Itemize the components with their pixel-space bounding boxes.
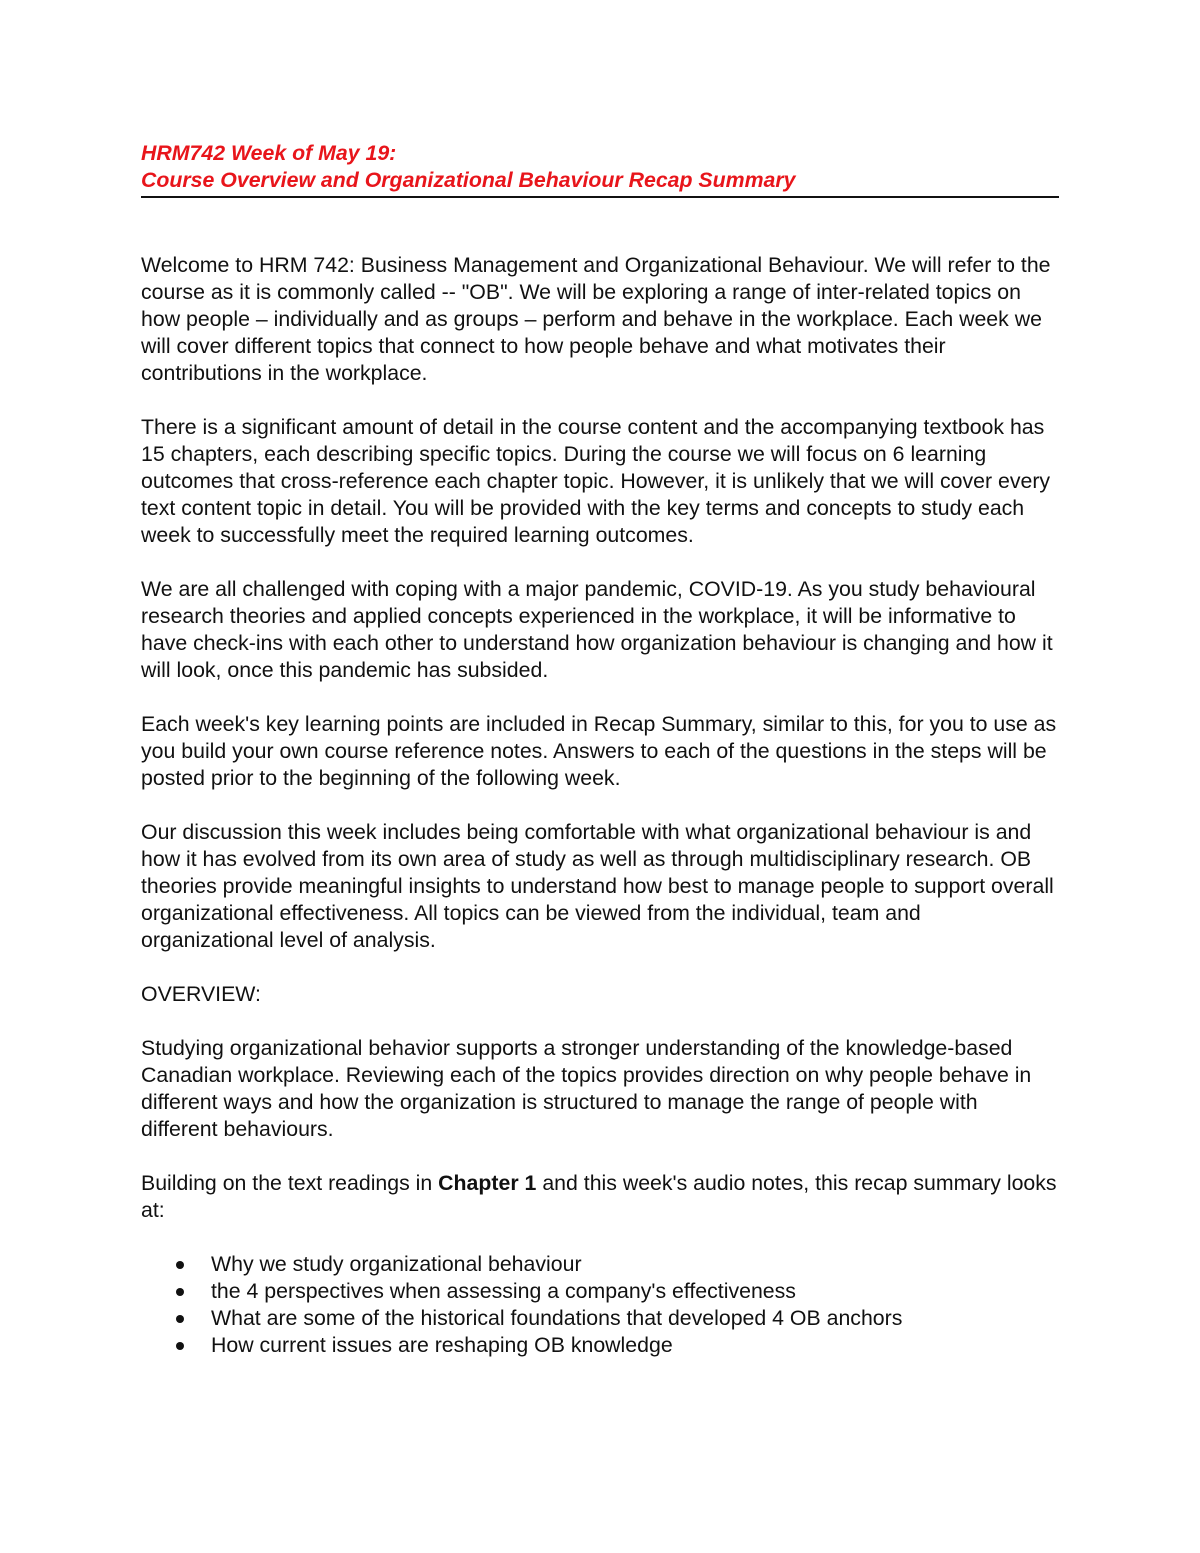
bullet-icon <box>176 1342 184 1350</box>
summary-bullet-list <box>141 1251 1059 1359</box>
list-item <box>141 1305 1059 1332</box>
list-item <box>141 1332 1059 1359</box>
list-item <box>141 1251 1059 1278</box>
building-suffix: and this week's audio notes, this recap summary looks at: <box>141 1171 1057 1222</box>
paragraph-pandemic: We are all challenged with coping with a major pandemic, COVID-19. As you study behavioural research theories and applied concepts experienced in the workplace, it will be informative to have check-ins with each other to understand how organization behaviour is changing and how it will look, once this pandemic has subsided. <box>141 577 1053 682</box>
paragraph-recap-summary: Each week's key learning points are included in Recap Summary, similar to this, for you to use as you build your own course reference notes. Answers to each of the questions in the steps will be posted prior to the beginning of the following week. <box>141 712 1057 790</box>
list-item-text: How current issues are reshaping OB knowledge <box>211 1333 673 1357</box>
paragraph-welcome: Welcome to HRM 742: Business Management and Organizational Behaviour. We will refer to the course as it is commonly called -- "OB". We will be exploring a range of inter-related topics on how people – individually and as groups – perform and behave in the workplace. Each week we will cover different topics that connect to how people behave and what motivates their contributions in the workplace. <box>141 253 1051 385</box>
document-title <box>141 140 1059 198</box>
paragraph-overview: Studying organizational behavior supports a stronger understanding of the knowledge-based Canadian workplace. Reviewing each of the topics provides direction on why people behave in different ways and how the organization is structured to manage the range of people with different behaviours. <box>141 1036 1032 1141</box>
list-item-text: Why we study organizational behaviour <box>211 1252 582 1276</box>
title-line-1: HRM742 Week of May 19: <box>141 141 397 165</box>
overview-heading: OVERVIEW: <box>141 982 261 1006</box>
list-item-text: What are some of the historical foundations that developed 4 OB anchors <box>211 1306 903 1330</box>
building-prefix: Building on the text readings in <box>141 1171 439 1195</box>
chapter-reference: Chapter 1 <box>438 1171 537 1195</box>
bullet-icon <box>176 1261 184 1269</box>
bullet-icon <box>176 1288 184 1296</box>
list-item-text: the 4 perspectives when assessing a company's effectiveness <box>211 1279 796 1303</box>
document-page <box>141 140 1059 1359</box>
paragraph-discussion: Our discussion this week includes being comfortable with what organizational behaviour is and how it has evolved from its own area of study as well as through multidisciplinary research. OB theories provide meaningful insights to understand how best to manage people to support overall organizational effectiveness. All topics can be viewed from the individual, team and organizational level of analysis. <box>141 820 1054 952</box>
paragraph-course-content: There is a significant amount of detail in the course content and the accompanying textbook has 15 chapters, each describing specific topics. During the course we will focus on 6 learning outcomes that cross-reference each chapter topic. However, it is unlikely that we will cover every text content topic in detail. You will be provided with the key terms and concepts to study each week to successfully meet the required learning outcomes. <box>141 415 1051 547</box>
title-line-2: Course Overview and Organizational Behaviour Recap Summary <box>141 168 796 192</box>
paragraph-building <box>141 1170 1059 1224</box>
bullet-icon <box>176 1315 184 1323</box>
document-body <box>141 252 1059 1359</box>
list-item <box>141 1278 1059 1305</box>
